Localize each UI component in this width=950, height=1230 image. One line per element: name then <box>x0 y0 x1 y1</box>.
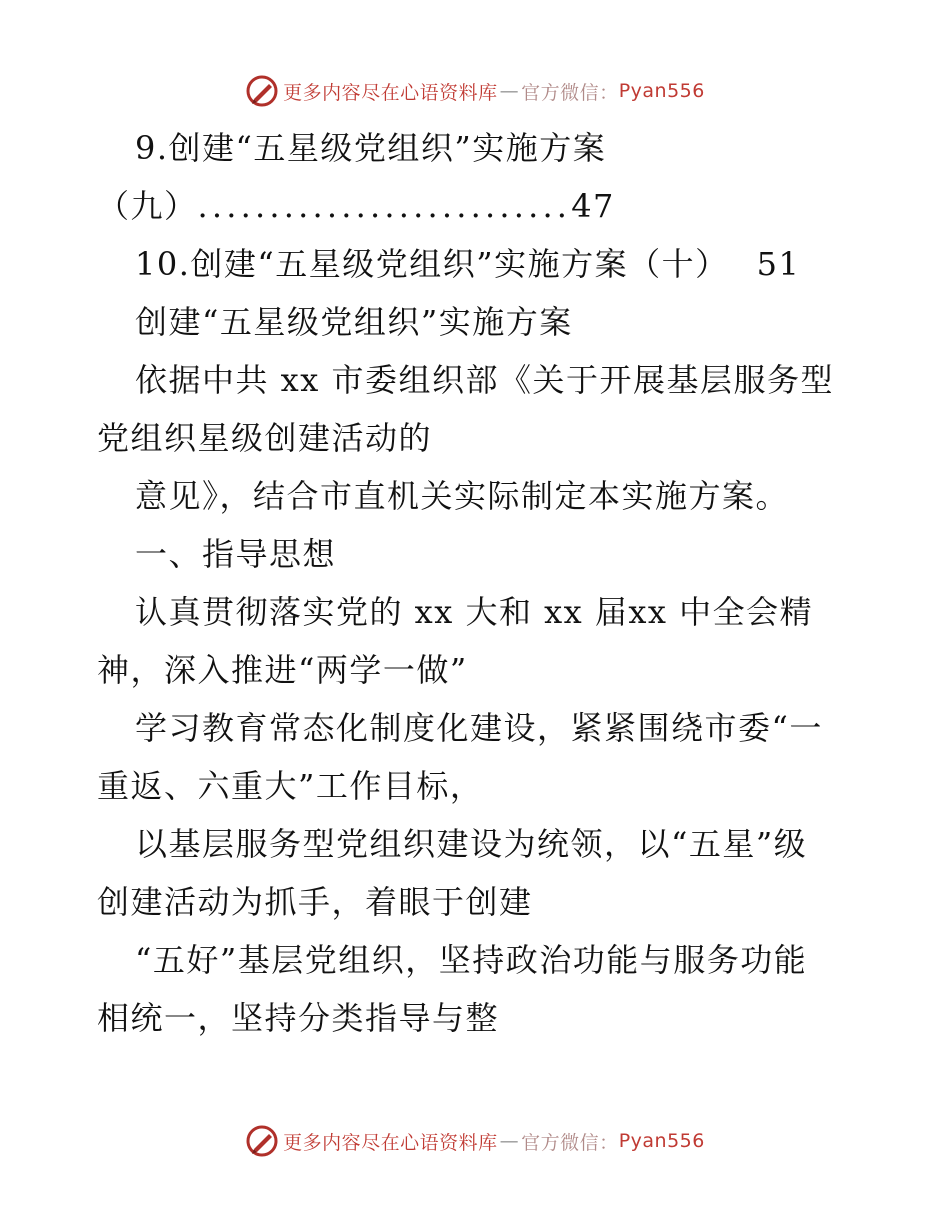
paragraph-line: 学习教育常态化制度化建设，紧紧围绕市委“一 <box>135 709 823 747</box>
toc-item-9-number: （九） <box>97 187 198 225</box>
toc-item-9-title: 9.创建“五星级党组织”实施方案 <box>135 129 607 167</box>
watermark-wechat-label: 官方微信： <box>521 81 619 104</box>
paragraph-line: 认真贯彻落实党的 xx 大和 xx 届xx 中全会精 <box>135 593 814 631</box>
paragraph-line: “五好”基层党组织，坚持政治功能与服务功能 <box>135 941 808 979</box>
paragraph-line: 以基层服务型党组织建设为统领，以“五星”级 <box>135 825 808 863</box>
watermark-site-text: 更多内容尽在心语资料库 <box>283 1131 498 1154</box>
paragraph-line: 神，深入推进“两学一做” <box>97 651 468 689</box>
paragraph-line: 党组织星级创建活动的 <box>97 419 433 457</box>
pen-logo-icon <box>245 1124 279 1158</box>
footer-watermark <box>0 1124 950 1158</box>
toc-item-10 <box>97 235 857 293</box>
paragraph-line: 依据中共 xx 市委组织部《关于开展基层服务型 <box>135 361 834 399</box>
watermark-site-text: 更多内容尽在心语资料库 <box>283 81 498 104</box>
section-heading: 一、指导思想 <box>135 535 337 573</box>
paragraph-line: 相统一，坚持分类指导与整 <box>97 999 500 1037</box>
watermark-wechat-label: 官方微信： <box>521 1131 619 1154</box>
doc-title: 创建“五星级党组织”实施方案 <box>135 303 573 341</box>
toc-item-9-page: 47 <box>571 187 615 225</box>
toc-item-10-page: 51 <box>756 245 801 283</box>
toc-item-10-title: 10.创建“五星级党组织”实施方案（十） <box>135 245 729 283</box>
watermark-separator: — <box>499 80 520 102</box>
paragraph-line: 创建活动为抓手，着眼于创建 <box>97 883 533 921</box>
toc-leader-dots: .......................... <box>197 187 572 225</box>
watermark-separator: — <box>499 1130 520 1152</box>
pen-logo-icon <box>245 74 279 108</box>
watermark-wechat-id: Pyan556 <box>618 1130 705 1152</box>
paragraph-line: 意见》，结合市直机关实际制定本实施方案。 <box>135 477 790 515</box>
document-body <box>97 119 857 1047</box>
toc-item-9-continuation <box>97 177 857 235</box>
header-watermark <box>0 74 950 108</box>
paragraph-line: 重返、六重大”工作目标， <box>97 767 484 805</box>
watermark-wechat-id: Pyan556 <box>618 80 705 102</box>
